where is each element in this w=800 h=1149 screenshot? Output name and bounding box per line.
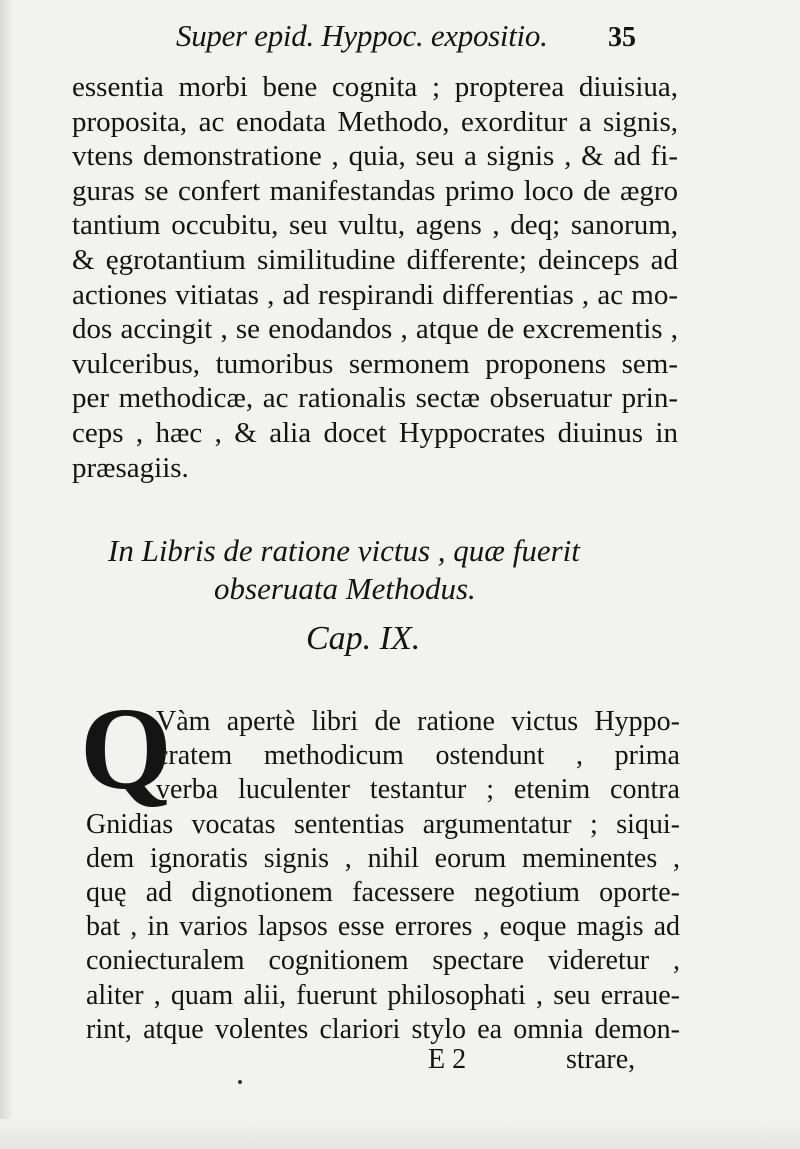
running-head: Super epid. Hyppoc. expositio. xyxy=(176,18,548,53)
page-edge-shadow xyxy=(0,0,14,1149)
text-line: quę ad dignotionem facessere negotium oporte- xyxy=(86,877,680,909)
drop-cap-initial: Q xyxy=(80,683,172,814)
text-line: aliter , quam alii, fuerunt philosophati , seu erraue- xyxy=(86,979,680,1011)
text-line: tantium occubitu, seu vultu, agens , deq; sanorum, xyxy=(72,209,678,242)
chapter-heading xyxy=(108,532,668,608)
page-bottom-shadow xyxy=(0,1119,800,1149)
text-line: ceps , hæc , & alia docet Hyppocrates diuinus in xyxy=(72,416,678,449)
text-line: cratem methodicum ostendunt , prima xyxy=(156,740,680,772)
text-line: coniecturalem cognitionem spectare videretur , xyxy=(86,945,680,977)
text-line: & ęgrotantium similitudine differente; deinceps ad xyxy=(72,243,678,276)
text-line: essentia morbi bene cognita ; propterea diuisiua, xyxy=(72,71,678,103)
text-line: vulceribus, tumoribus sermonem proponens sem- xyxy=(72,347,678,380)
text-line: dos accingit , se enodandos , atque de excrementis , xyxy=(72,313,678,346)
page-number: 35 xyxy=(608,22,636,53)
signature-mark: E 2 xyxy=(428,1044,467,1075)
text-line: actiones vitiatas , ad respirandi differentias , ac mo- xyxy=(72,278,678,311)
text-line: dem ignoratis signis , nihil eorum meminentes , xyxy=(86,842,680,874)
paragraph-2 xyxy=(86,705,680,1047)
ink-speck xyxy=(238,1080,242,1084)
text-line: per methodicæ, ac rationalis sectæ obseruatur prin- xyxy=(72,382,678,415)
text-line: rint, atque volentes clariori stylo ea omnia demon- xyxy=(86,1013,680,1045)
text-line: præsagiis. xyxy=(72,451,189,484)
paragraph-1 xyxy=(72,70,678,485)
text-line: bat , in varios lapsos esse errores , eoque magis ad xyxy=(86,911,680,943)
chapter-number: Cap. IX. xyxy=(306,620,421,657)
text-line: guras se confert manifestandas primo loco de ægro xyxy=(72,174,678,207)
text-line: verba luculenter testantur ; etenim contra xyxy=(156,774,680,806)
text-line: proposita, ac enodata Methodo, exorditur a signis, xyxy=(72,105,678,138)
chapter-title-line-1: In Libris de ratione victus , quæ fuerit xyxy=(108,533,580,568)
chapter-title-line-2: obseruata Methodus. xyxy=(214,571,476,606)
text-line: vtens demonstratione , quia, seu a signis , & ad fi- xyxy=(72,140,678,173)
text-line: Gnidias vocatas sententias argumentatur ; siqui- xyxy=(86,808,680,840)
text-line: Vàm apertè libri de ratione victus Hyppo- xyxy=(156,706,680,737)
catchword: strare, xyxy=(566,1044,636,1075)
